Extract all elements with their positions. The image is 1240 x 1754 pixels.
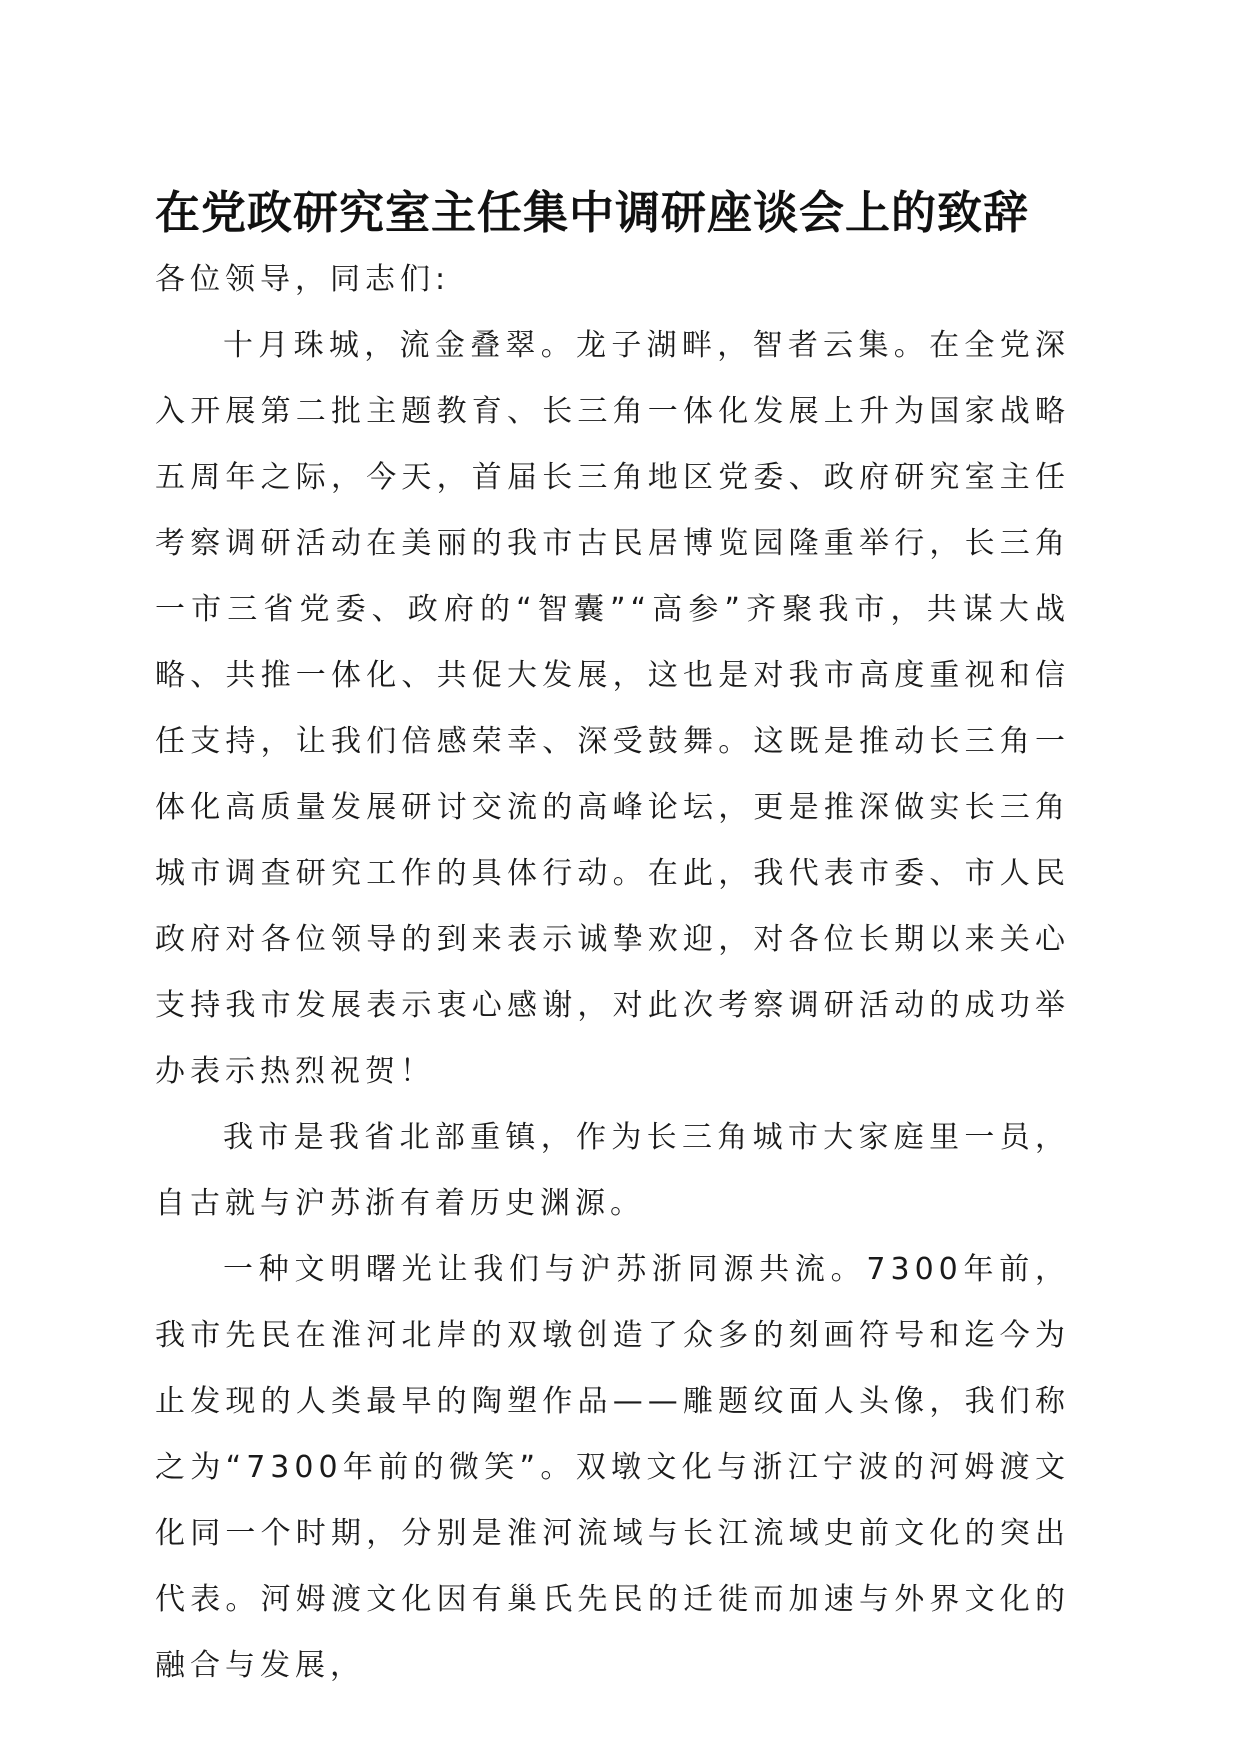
document-body — [155, 247, 1070, 1699]
paragraph-2: 我市是我省北部重镇，作为长三角城市大家庭里一员，自古就与沪苏浙有着历史渊源。 — [155, 1120, 1070, 1221]
paragraph-1: 十月珠城，流金叠翠。龙子湖畔，智者云集。在全党深入开展第二批主题教育、长三角一体化发展上升为国家战略五周年之际，今天，首届长三角地区党委、政府研究室主任考察调研活动在美丽的我市古民居博览园隆重举行，长三角一市三省党委、政府的“智囊”“高参”齐聚我市，共谋大战略、共推一体化、共促大发展，这也是对我市高度重视和信任支持，让我们倍感荣幸、深受鼓舞。这既是推动长三角一体化高质量发展研讨交流的高峰论坛，更是推深做实长三角城市调查研究工作的具体行动。在此，我代表市委、市人民政府对各位领导的到来表示诚挚欢迎，对各位长期以来关心支持我市发展表示衷心感谢，对此次考察调研活动的成功举办表示热烈祝贺！ — [155, 328, 1070, 1089]
salutation: 各位领导，同志们: — [155, 262, 451, 297]
paragraph-3: 一种文明曙光让我们与沪苏浙同源共流。7300年前，我市先民在淮河北岸的双墩创造了众多的刻画符号和迄今为止发现的人类最早的陶塑作品——雕题纹面人头像，我们称之为“7300年前的微笑”。双墩文化与浙江宁波的河姆渡文化同一个时期，分别是淮河流域与长江流域史前文化的突出代表。河姆渡文化因有巢氏先民的迁徙而加速与外界文化的融合与发展， — [155, 1252, 1070, 1683]
document-title: 在党政研究室主任集中调研座谈会上的致辞 — [155, 186, 1030, 239]
